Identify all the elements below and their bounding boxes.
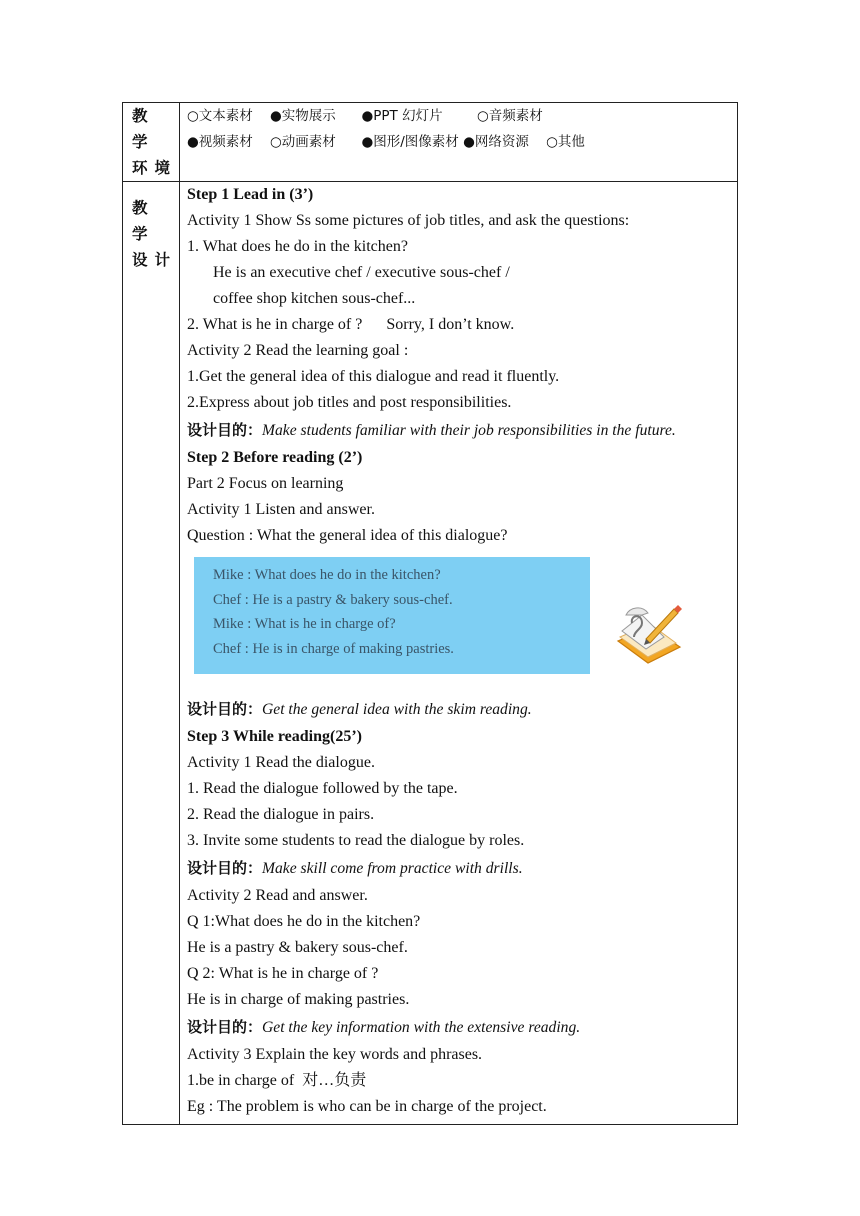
step3-a2: He is in charge of making pastries. <box>187 991 410 1008</box>
purpose-text: Get the general idea with the skim reading. <box>262 701 532 718</box>
step2-activity1: Activity 1 Listen and answer. <box>187 501 375 518</box>
env-option: ○文本素材 <box>187 108 253 124</box>
env-option: ●视频素材 <box>187 134 253 150</box>
notebook-pencil-icon <box>612 597 686 667</box>
step2-purpose <box>187 695 737 724</box>
env-option: ○音频素材 <box>476 108 543 124</box>
step3-example: Eg : The problem is who can be in charge of the project. <box>187 1098 547 1115</box>
env-option: ●网络资源 <box>463 134 529 150</box>
purpose-text: Make students familiar with their job responsibilities in the future. <box>262 422 676 439</box>
step1-heading: Step 1 Lead in (3’) <box>187 186 314 203</box>
step2-heading: Step 2 Before reading (2’) <box>187 449 363 466</box>
purpose-label: 设计目的： <box>187 700 263 718</box>
dialogue-line: Chef : He is in charge of making pastries. <box>213 640 454 657</box>
env-label-line1: 教 学 <box>132 107 155 151</box>
env-option: ●PPT 幻灯片 <box>361 108 443 124</box>
step3-read3: 3. Invite some students to read the dialogue by roles. <box>187 832 525 849</box>
env-option: ●图形/图像素材 <box>361 134 459 150</box>
design-content-cell <box>180 182 738 1125</box>
purpose-label: 设计目的： <box>187 421 263 439</box>
step1-answer1a: He is an executive chef / executive sous-chef / <box>213 264 510 281</box>
step1-answer1b: coffee shop kitchen sous-chef... <box>213 290 416 307</box>
env-label-cell <box>123 103 180 182</box>
env-options-row1 <box>180 103 737 129</box>
env-option: ○其他 <box>546 134 585 150</box>
step1-goal1: 1.Get the general idea of this dialogue and read it fluently. <box>187 368 560 385</box>
dialogue-box <box>194 557 590 674</box>
step3-heading: Step 3 While reading(25’) <box>187 728 362 745</box>
step1-purpose <box>187 416 737 445</box>
step1-activity1: Activity 1 Show Ss some pictures of job titles, and ask the questions: <box>187 212 630 229</box>
step1-question2: 2. What is he in charge of ? Sorry, I don’t know. <box>187 316 515 333</box>
step3-purpose2 <box>187 1013 737 1042</box>
step3-activity2: Activity 2 Read and answer. <box>187 887 368 904</box>
design-label-line1: 教 学 <box>132 199 155 243</box>
env-label-line2: 环境 <box>132 159 178 177</box>
step1-goal2: 2.Express about job titles and post responsibilities. <box>187 394 512 411</box>
step2-part: Part 2 Focus on learning <box>187 475 344 492</box>
purpose-text: Make skill come from practice with drills. <box>262 860 523 877</box>
step3-read2: 2. Read the dialogue in pairs. <box>187 806 375 823</box>
purpose-text: Get the key information with the extensive reading. <box>262 1019 581 1036</box>
step3-q1: Q 1:What does he do in the kitchen? <box>187 913 421 930</box>
step1-question1: 1. What does he do in the kitchen? <box>187 238 408 255</box>
design-label-line2: 设计 <box>132 251 178 269</box>
purpose-label: 设计目的： <box>187 859 263 877</box>
design-label-cell <box>123 182 180 1125</box>
step3-q2: Q 2: What is he in charge of ? <box>187 965 379 982</box>
env-option: ○动画素材 <box>269 134 336 150</box>
dialogue-figure <box>187 549 737 695</box>
step1-activity2: Activity 2 Read the learning goal : <box>187 342 409 359</box>
dialogue-line: Chef : He is a pastry & bakery sous-chef. <box>213 591 453 608</box>
step3-phrase: 1.be in charge of 对…负责 <box>187 1072 367 1089</box>
env-options-row2 <box>180 129 737 155</box>
step3-activity1: Activity 1 Read the dialogue. <box>187 754 375 771</box>
step3-activity3: Activity 3 Explain the key words and phrases. <box>187 1046 483 1063</box>
dialogue-line: Mike : What is he in charge of? <box>213 616 396 632</box>
step2-question: Question : What the general idea of this dialogue? <box>187 527 508 544</box>
lesson-plan-table <box>122 102 738 1125</box>
step3-read1: 1. Read the dialogue followed by the tape. <box>187 780 458 797</box>
step3-purpose1 <box>187 854 737 883</box>
step3-a1: He is a pastry & bakery sous-chef. <box>187 939 408 956</box>
env-options-cell <box>180 103 738 182</box>
dialogue-line: Mike : What does he do in the kitchen? <box>213 567 441 583</box>
purpose-label: 设计目的： <box>187 1018 263 1036</box>
env-option: ●实物展示 <box>269 108 336 124</box>
